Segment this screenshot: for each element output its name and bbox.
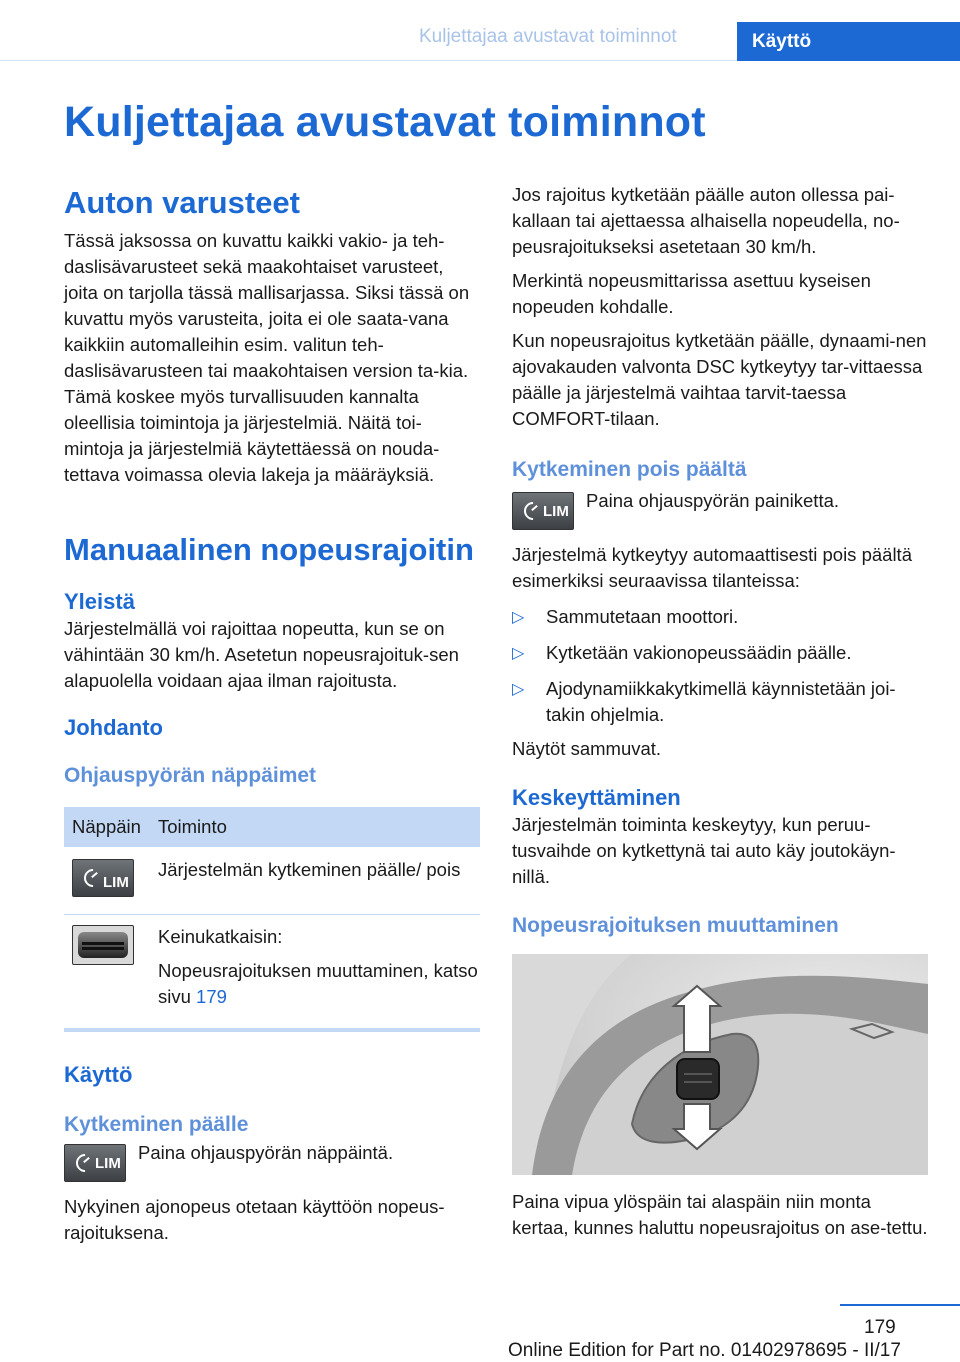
heading-use: Käyttö — [64, 1062, 133, 1087]
heading-switch-on: Kytkeminen päälle — [64, 1113, 249, 1136]
running-header-tab: Käyttö — [737, 22, 960, 61]
paragraph-press-button: Paina ohjauspyörän näppäintä. — [138, 1142, 394, 1163]
bullet-list — [512, 604, 928, 728]
list-item: ▷ Sammutetaan moottori. — [512, 604, 928, 630]
triangle-bullet-icon: ▷ — [512, 609, 525, 626]
page-title: Kuljettajaa avustavat toiminnot — [64, 98, 706, 146]
heading-pause: Keskeyttäminen — [512, 785, 681, 810]
rocker-switch-icon — [72, 925, 134, 965]
paragraph-speedometer: Merkintä nopeusmittarissa asettuu kyseisen nopeuden kohdalle. — [512, 270, 871, 317]
table-row — [64, 847, 480, 915]
footer-rule — [840, 1304, 960, 1306]
online-edition-note: Online Edition for Part no. 01402978695 - II/17 — [508, 1340, 901, 1361]
table-cell-function: Järjestelmän kytkeminen päälle/ pois — [158, 859, 461, 880]
heading-switch-off: Kytkeminen pois päältä — [512, 458, 747, 481]
paragraph-general: Järjestelmällä voi rajoittaa nopeutta, kun se on vähintään 30 km/h. Asetetun nopeusrajoituk-sen alapuolella voidaan ajaa ilman rajoitusta. — [64, 618, 459, 691]
table-row — [64, 915, 480, 1031]
triangle-bullet-icon: ▷ — [512, 645, 525, 662]
triangle-bullet-icon: ▷ — [512, 681, 525, 698]
heading-general: Yleistä — [64, 589, 135, 614]
page-link[interactable]: 179 — [196, 986, 227, 1007]
paragraph-press-button-off: Paina ohjauspyörän painiketta. — [586, 490, 840, 511]
paragraph-standstill: Jos rajoitus kytketään päälle auton ollessa pai-kallaan tai ajettaessa alhaisella nopeudella, no-peusrajoitukseksi asetetaan 30 km/h. — [512, 184, 900, 257]
running-header-section: Kuljettajaa avustavat toiminnot — [419, 26, 677, 47]
steering-wheel-illustration — [512, 954, 928, 1175]
table-cell-function-detail: Nopeusrajoituksen muuttaminen, katso sivu 179 — [158, 960, 478, 1007]
heading-change-limit: Nopeusrajoituksen muuttaminen — [512, 914, 839, 937]
table-cell-function: Keinukatkaisin: — [158, 926, 283, 947]
heading-equipment: Auton varusteet — [64, 185, 300, 220]
paragraph-pause: Järjestelmän toiminta keskeytyy, kun peruu-tusvaihde on kytkettynä tai auto käy joutokäyn-nillä. — [512, 814, 896, 887]
page-number: 179 — [864, 1317, 896, 1338]
buttons-table — [64, 807, 480, 1032]
paragraph-dsc: Kun nopeusrajoitus kytketään päälle, dynaami-nen ajovakauden valvonta DSC kytkeytyy tar-vittaessa päälle ja järjestelmä vaihtaa tarvit-taessa COMFORT-tilaan. — [512, 330, 927, 429]
lim-button-icon: LIM — [512, 492, 574, 530]
paragraph-press-lever: Paina vipua ylöspäin tai alaspäin niin monta kertaa, kunnes haluttu nopeusrajoitus on ase-tettu. — [512, 1191, 928, 1238]
header-rule — [0, 60, 737, 61]
heading-speed-limiter: Manuaalinen nopeusrajoitin — [64, 532, 474, 567]
lim-button-icon: LIM — [72, 859, 134, 897]
paragraph-displays-off: Näytöt sammuvat. — [512, 738, 662, 759]
table-header-row — [64, 807, 480, 847]
list-item: ▷ Ajodynamiikkakytkimellä käynnistetään joi-takin ohjelmia. — [512, 678, 896, 725]
table-header-function: Toiminto — [158, 807, 480, 847]
right-column — [512, 182, 928, 1241]
paragraph-equipment: Tässä jaksossa on kuvattu kaikki vakio- ja teh-daslisävarusteet sekä maakohtaiset varusteet, joita on tarjolla tässä mallisarjassa. Siksi tässä on kuvattu myös varusteita, joita ei ole saata-vana kaikkiin automalleihin esim. valitun teh-daslisävarusteen tai maakohtaisen version ta-kia. Tämä koskee myös turvallisuuden kannalta oleellisia toimintoja ja järjestelmiä. Näitä toi-mintoja ja järjestelmiä käytettäessä on nouda-tettava voimassa olevia lakeja ja määräyksiä. — [64, 230, 470, 485]
paragraph-current-speed: Nykyinen ajonopeus otetaan käyttöön nopeus-rajoituksena. — [64, 1196, 445, 1243]
left-column — [64, 185, 480, 1246]
icon-instruction-on — [64, 1144, 480, 1182]
icon-instruction-off — [512, 492, 928, 530]
paragraph-auto-off: Järjestelmä kytkeytyy automaattisesti pois päältä esimerkiksi seuraavissa tilanteissa: — [512, 544, 912, 591]
lim-button-icon: LIM — [64, 1144, 126, 1182]
steering-wheel-photo — [512, 954, 928, 1175]
heading-steering-buttons: Ohjauspyörän näppäimet — [64, 764, 317, 787]
table-header-key: Näppäin — [64, 807, 158, 847]
heading-intro: Johdanto — [64, 715, 163, 740]
list-item: ▷ Kytketään vakionopeussäädin päälle. — [512, 640, 928, 666]
